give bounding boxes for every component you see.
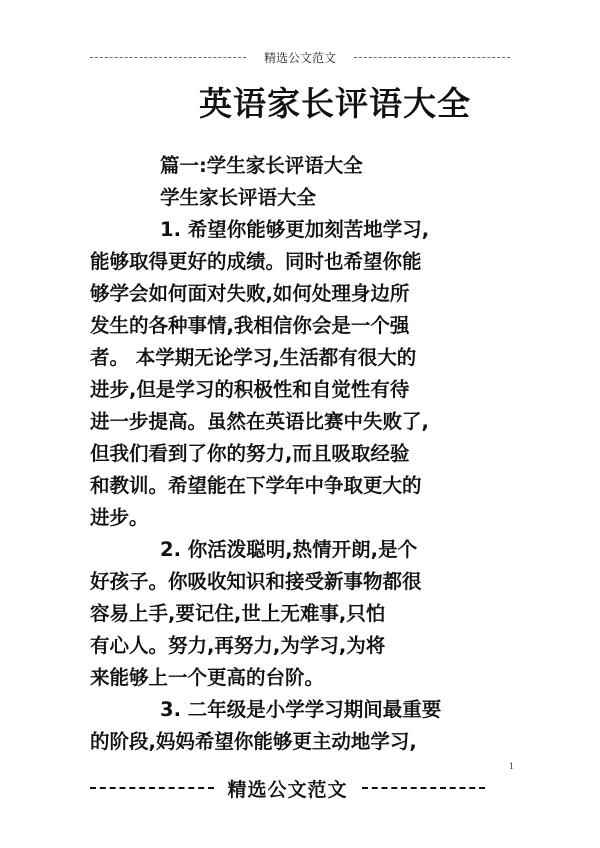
- paragraph-line: 能够取得更好的成绩。同时也希望你能: [90, 250, 422, 273]
- subheading: 学生家长评语大全: [160, 186, 317, 209]
- section-heading: 篇一:学生家长评语大全: [160, 154, 363, 177]
- footer-dash-right: [362, 787, 486, 789]
- paragraph-line: 1. 希望你能够更加刻苦地学习,: [160, 218, 430, 241]
- page-number: 1: [509, 762, 515, 771]
- paragraph-line: 者。 本学期无论学习,生活都有很大的: [90, 346, 417, 369]
- paragraph-line: 2. 你活泼聪明,热情开朗,是个: [160, 538, 418, 561]
- footer-label: 精选公文范文: [227, 778, 348, 801]
- paragraph-line: 发生的各种事情,我相信你会是一个强: [90, 314, 410, 337]
- paragraph-line: 进步,但是学习的积极性和自觉性有待: [90, 378, 410, 401]
- header-dash-right: [354, 57, 510, 58]
- paragraph-line: 够学会如何面对失败,如何处理身边所: [90, 282, 410, 305]
- page-header: [90, 48, 510, 66]
- paragraph-line: 但我们看到了你的努力,而且吸取经验: [90, 442, 410, 465]
- paragraph-line: 3. 二年级是小学学习期间最重要: [160, 698, 442, 721]
- paragraph-line: 进步。: [90, 506, 149, 529]
- page-footer: [90, 776, 485, 800]
- footer-dash-left: [90, 787, 214, 789]
- paragraph-line: 进一步提高。虽然在英语比赛中失败了,: [90, 410, 429, 433]
- document-title: 英语家长评语大全: [199, 84, 471, 123]
- paragraph-line: 好孩子。你吸收知识和接受新事物都很: [90, 570, 422, 593]
- paragraph-line: 来能够上一个更高的台阶。: [90, 666, 325, 689]
- paragraph-line: 和教训。希望能在下学年中争取更大的: [90, 474, 422, 497]
- header-dash-left: [90, 57, 246, 58]
- document-body: [90, 150, 480, 758]
- header-label: 精选公文范文: [264, 50, 337, 65]
- paragraph-line: 有心人。努力,再努力,为学习,为将: [90, 634, 386, 657]
- paragraph-line: 容易上手,要记住,世上无难事,只怕: [90, 602, 386, 625]
- paragraph-line: 的阶段,妈妈希望你能够更主动地学习,: [90, 730, 417, 753]
